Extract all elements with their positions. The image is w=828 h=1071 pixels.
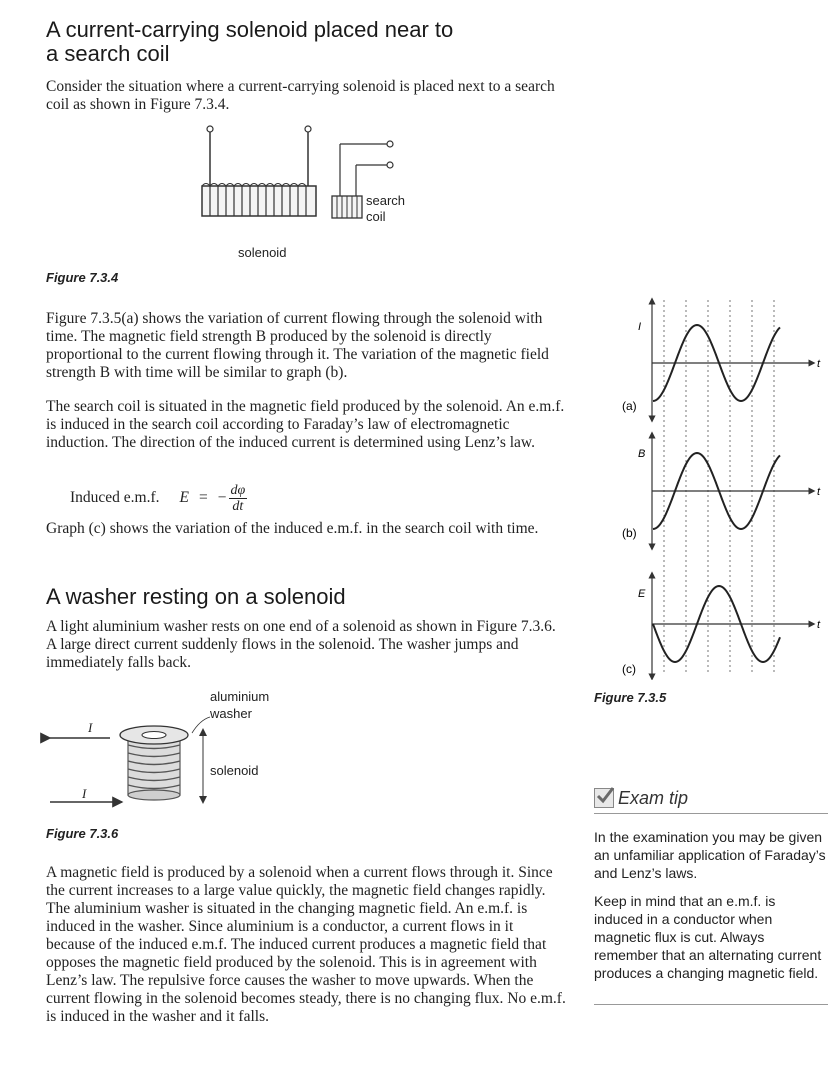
graph-a <box>622 301 821 419</box>
formula-denominator: dt <box>232 498 244 514</box>
search-coil-label: search coil <box>366 193 406 224</box>
exam-tip-para1: In the examination you may be given an unfamiliar application of Faraday’s and Lenz’s laws. <box>594 829 826 881</box>
exam-tip-title: Exam tip <box>618 787 689 808</box>
exam-tip-rule-top <box>594 813 828 814</box>
graph-a-xlabel: t <box>817 358 821 370</box>
washer-hole <box>142 732 166 739</box>
formula-minus: − <box>217 489 227 506</box>
phase-guides <box>664 300 774 675</box>
solenoid-label: solenoid <box>238 245 287 260</box>
formula-equals: = <box>199 489 208 506</box>
formula-label: Induced e.m.f. <box>70 489 160 506</box>
figure-7-3-6-caption: Figure 7.3.6 <box>46 826 119 841</box>
induced-emf-formula <box>70 480 247 516</box>
current-label-bottom: I <box>82 786 87 801</box>
figure-7-3-4-caption: Figure 7.3.4 <box>46 270 119 285</box>
terminal-right <box>305 126 311 132</box>
graph-b <box>622 435 821 547</box>
graph-b-ylabel: B <box>638 448 646 460</box>
graph-c-label: (c) <box>622 662 636 676</box>
terminal-left <box>207 126 213 132</box>
formula-lhs: E <box>179 489 189 506</box>
current-label-top: I <box>88 720 93 735</box>
graph-b-xlabel: t <box>817 486 821 498</box>
paragraph-washer-explanation: A magnetic field is produced by a solenoid when a current flows through it. Since the current increases to a large value quickly, the magnetic field changes rapidly. The aluminium washer is situated in the changing magnetic field. An e.m.f. is induced in the washer. Since aluminium is a conductor, a current flows in it because of the induced e.m.f. The induced current produces a magnetic field that opposes the magnetic field produced by the solenoid. This is in agreement with Lenz’s law. The repulsive force causes the washer to move upwards. When the current flowing in the solenoid becomes steady, there is no changing flux. No e.m.f. is induced in the washer and it falls. <box>46 864 566 1025</box>
figure-7-3-5-graphs <box>600 295 828 680</box>
solenoid-label-736: solenoid <box>210 763 259 778</box>
figure-7-3-5-caption: Figure 7.3.5 <box>594 690 667 705</box>
exam-tip-para2: Keep in mind that an e.m.f. is induced in a conductor when magnetic flux is cut. Always remember that an alternating current produces a changing magnetic field. <box>594 893 822 981</box>
section-title-washer: A washer resting on a solenoid <box>46 584 346 609</box>
search-coil-terminal-top <box>387 141 393 147</box>
solenoid-body <box>202 186 316 216</box>
intro-paragraph: Consider the situation where a current-carrying solenoid is placed next to a search coil as shown in Figure 7.3.4. <box>46 78 555 113</box>
exam-tip-header <box>594 785 828 811</box>
formula-numerator: dφ <box>230 482 246 498</box>
graph-c-xlabel: t <box>817 619 821 631</box>
checkbox-tick-icon <box>594 788 614 808</box>
formula-fraction <box>229 483 248 514</box>
graph-a-label: (a) <box>622 399 637 413</box>
graph-a-ylabel: I <box>638 321 642 333</box>
paragraph-search-coil: The search coil is situated in the magnetic field produced by the solenoid. An e.m.f. is induced in the search coil according to Faraday’s law of electromagnetic induction. The direction of the induced current is determined using Lenz’s law. <box>46 398 565 451</box>
paragraph-current-variation: Figure 7.3.5(a) shows the variation of current flowing through the solenoid with time. The magnetic field strength B produced by the solenoid is directly proportional to the current flowing through it. The variation of the magnetic field strength B with time will be similar to graph (b). <box>46 310 549 381</box>
graph-c <box>622 575 821 677</box>
exam-tip-box <box>594 785 828 1005</box>
paragraph-washer-intro: A light aluminium washer rests on one end of a solenoid as shown in Figure 7.3.6. A large direct current suddenly flows in the solenoid. The washer jumps and immediately falls back. <box>46 618 556 671</box>
exam-tip-rule-bottom <box>594 1004 828 1005</box>
graph-b-label: (b) <box>622 526 637 540</box>
paragraph-graph-c: Graph (c) shows the variation of the induced e.m.f. in the search coil with time. <box>46 520 539 537</box>
aluminium-washer-label: aluminium washer <box>210 689 270 721</box>
section-title-solenoid-search-coil: A current-carrying solenoid placed near to a search coil <box>46 17 454 66</box>
search-coil-terminal-bottom <box>387 162 393 168</box>
graph-c-ylabel: E <box>638 588 646 600</box>
